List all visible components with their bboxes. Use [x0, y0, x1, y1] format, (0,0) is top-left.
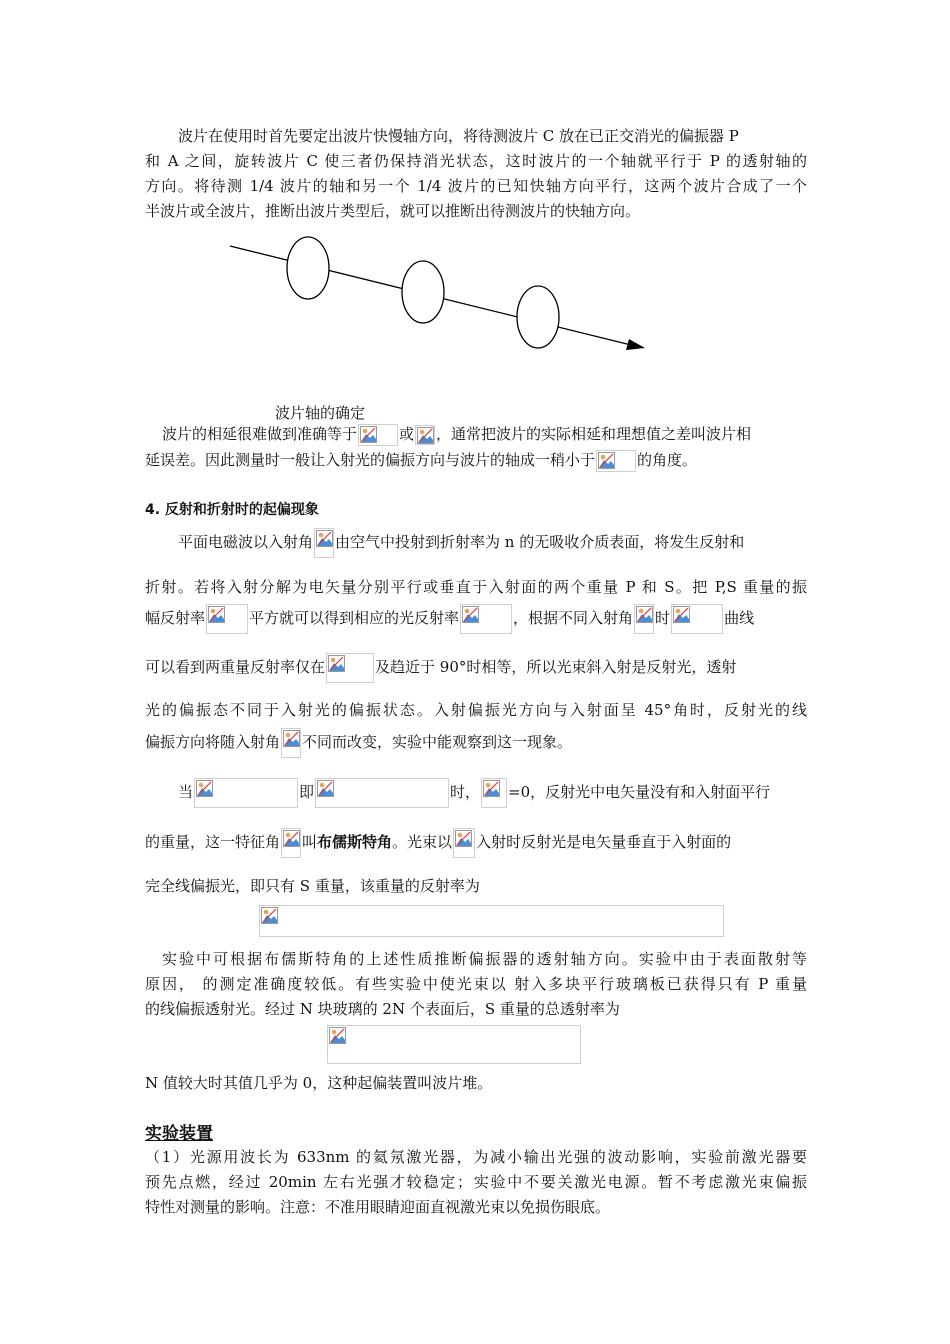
para5-line2: 原因， 的测定准确度较低。有些实验中使光束以 射入多块平行玻璃板已获得只有 P 重量: [145, 975, 807, 993]
s4-line2: 折射。若将入射分解为电矢量分别平行或垂直于入射面的两个重量 P 和 S。把 P,S 重量的振: [145, 578, 807, 596]
para2-line1: 波片的相延很难做到准确等于 或 ，通常把波片的实际相延和理想值之差叫波片相: [162, 424, 751, 446]
formula-image: [415, 425, 435, 445]
waveplate-2: [402, 261, 444, 323]
s4-line7: 当 即 时， =0，反射光中电矢量没有和入射面平行: [178, 778, 770, 808]
apparatus-title: 实验装置: [145, 1124, 213, 1144]
para1-line2: 和 A 之间，旋转波片 C 使三者仍保持消光状态，这时波片的一个轴就平行于 P 的透射轴的: [145, 152, 807, 170]
broken-image-icon: [328, 655, 345, 672]
broken-image-icon: [261, 907, 278, 924]
broken-image-icon: [598, 452, 615, 469]
broken-image-icon: [329, 1027, 346, 1044]
s4-line6: 偏振方向将随入射角 不同而改变，实验中能观察到这一现象。: [145, 728, 572, 758]
broken-image-icon: [483, 780, 500, 797]
para6: N 值较大时其值几乎为 0，这种起偏装置叫波片堆。: [145, 1074, 493, 1092]
broken-image-icon: [283, 730, 300, 747]
para1-line3: 方向。将待测 1/4 波片的轴和另一个 1/4 波片的已知快轴方向平行，这两个波片合成了一个: [145, 177, 807, 195]
waveplate-axis-diagram: [225, 232, 655, 357]
formula-image: [326, 653, 374, 683]
broken-image-icon: [417, 427, 434, 444]
para1-line1: 波片在使用时首先要定出波片快慢轴方向，将待测波片 C 放在已正交消光的偏振器 P: [178, 127, 739, 145]
para5-line3: 的线偏振透射光。经过 N 块玻璃的 2N 个表面后，S 重量的总透射率为: [145, 1000, 620, 1018]
formula-image: [634, 604, 654, 634]
broken-image-icon: [455, 830, 472, 847]
apparatus-line3: 特性对测量的影响。注意：不准用眼睛迎面直视激光束以免损伤眼底。: [145, 1198, 611, 1216]
formula-image: [481, 778, 507, 808]
s4-line5: 光的偏振态不同于入射光的偏振状态。入射偏振光方向与入射面呈 45°角时，反射光的线: [145, 701, 807, 719]
broken-image-icon: [196, 780, 213, 797]
broken-image-icon: [636, 606, 653, 623]
broken-image-icon: [317, 780, 334, 797]
formula-image: [281, 828, 301, 858]
s4-line8: 的重量，这一特征角 叫布儒斯特角。光束以 入射时反射光是电矢量垂直于入射面的: [145, 828, 731, 858]
formula-image-s-reflectance: [259, 905, 724, 937]
formula-image: [206, 604, 248, 634]
broken-image-icon: [673, 606, 690, 623]
formula-image: [358, 424, 398, 446]
s4-line4: 可以看到两重量反射率仅在 及趋近于 90°时相等，所以光束斜入射是反射光，透射: [145, 653, 736, 683]
broken-image-icon: [283, 830, 300, 847]
para5-line1: 实验中可根据布儒斯特角的上述性质推断偏振器的透射轴方向。实验中由于表面散射等: [162, 950, 807, 968]
apparatus-line2: 预先点燃，经过 20min 左右光强才较稳定；实验中不要关激光电源。暂不考虑激光束偏振: [145, 1173, 807, 1191]
formula-image: [671, 604, 723, 634]
s4-line3: 幅反射率 平方就可以得到相应的光反射率 ，根据不同入射角 时 曲线: [145, 604, 754, 634]
broken-image-icon: [208, 606, 225, 623]
broken-image-icon: [360, 426, 377, 443]
formula-image: [315, 778, 449, 808]
beam-arrowhead: [626, 339, 645, 350]
para2-line2: 延误差。因此测量时一般让入射光的偏振方向与波片的轴成一稍小于 的角度。: [145, 450, 697, 472]
waveplate-3: [517, 286, 559, 348]
s4-line1: 平面电磁波以入射角 由空气中投射到折射率为 n 的无吸收介质表面，将发生反射和: [178, 528, 744, 558]
figure-caption: 波片轴的确定: [275, 404, 366, 422]
formula-image: [281, 728, 301, 758]
formula-image: [453, 828, 475, 858]
formula-image: [596, 450, 636, 472]
apparatus-line1: （1）光源用波长为 633nm 的氦氖激光器，为减小输出光强的波动影响，实验前激光器要: [145, 1148, 807, 1166]
broken-image-icon: [462, 606, 479, 623]
formula-image: [194, 778, 298, 808]
waveplate-1: [287, 237, 329, 299]
para1-line4: 半波片或全波片，推断出波片类型后，就可以推断出待测波片的快轴方向。: [145, 202, 641, 220]
formula-image-total-transmittance: [327, 1025, 581, 1064]
formula-image: [460, 604, 512, 634]
brewster-angle-term: 布儒斯特角: [317, 833, 393, 851]
s4-line9: 完全线偏振光，即只有 S 重量，该重量的反射率为: [145, 877, 480, 895]
formula-image: [314, 528, 334, 558]
section4-title: 4. 反射和折射时的起偏现象: [145, 502, 319, 518]
broken-image-icon: [316, 530, 333, 547]
